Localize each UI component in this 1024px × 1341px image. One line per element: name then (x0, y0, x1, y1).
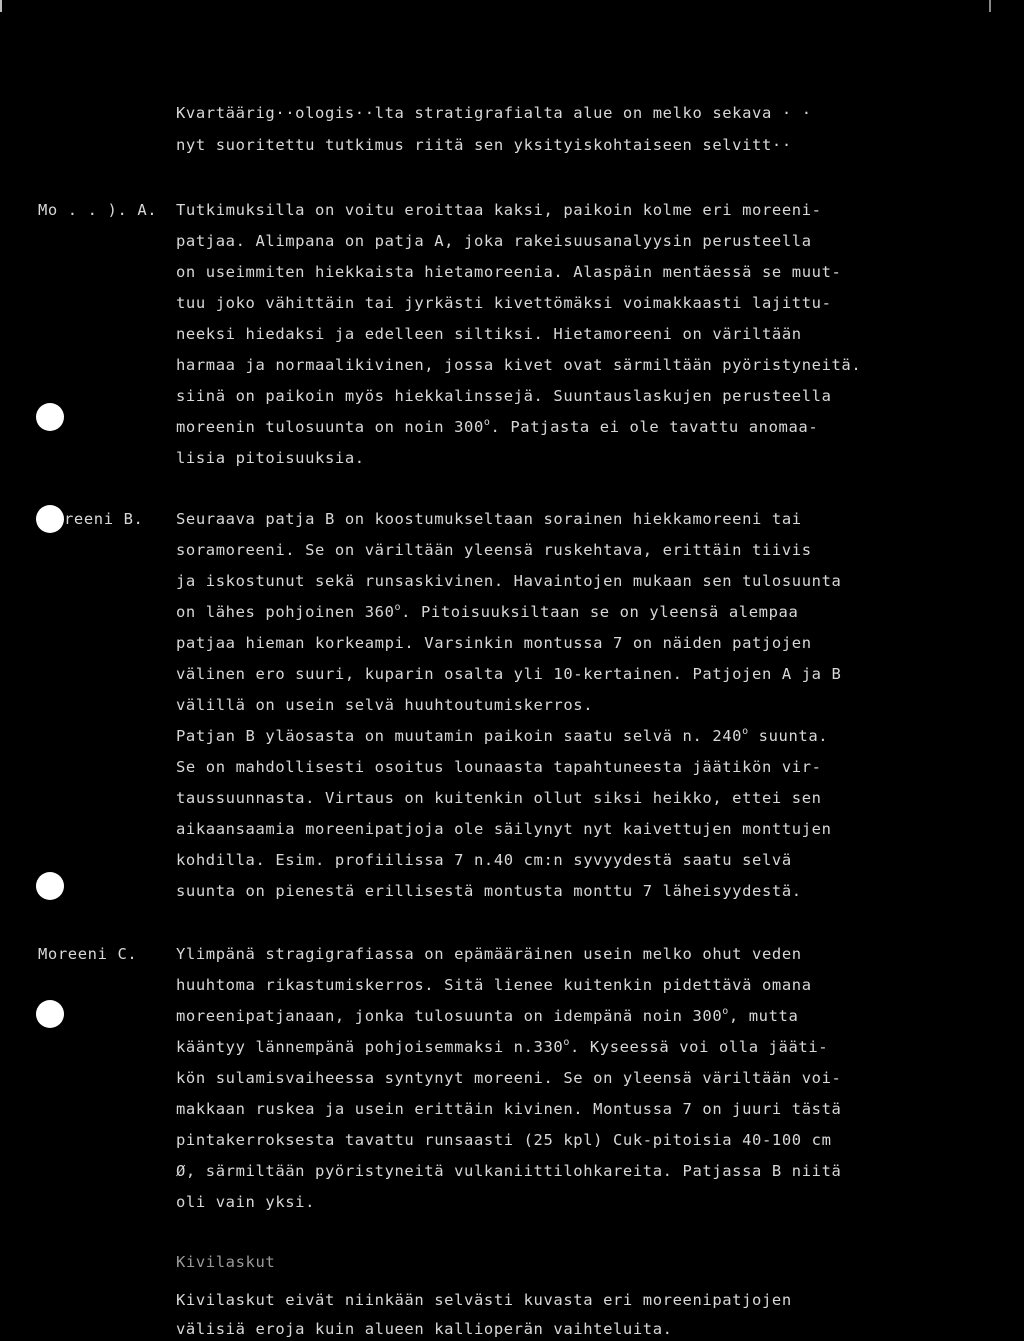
section-b-text: on lähes pohjoinen 360 (176, 603, 395, 621)
section-b-line: aikaansaamia moreenipatjoja ole säilynyt nyt kaivettujen monttujen (176, 820, 832, 838)
section-a-text-tail: . Patjasta ei ole tavattu anomaa- (490, 418, 819, 436)
degree-mark: o (483, 417, 491, 428)
section-b-text: Patjan B yläosasta on muutamin paikoin saatu selvä n. 240 (176, 727, 743, 745)
section-b-line: suunta on pienestä erillisestä montusta monttu 7 läheisyydestä. (176, 882, 802, 900)
section-a-text: moreenin tulosuunta on noin 300 (176, 418, 484, 436)
section-b-line (176, 602, 798, 622)
section-c-line (176, 1037, 828, 1057)
section-b-line: kohdilla. Esim. profiilissa 7 n.40 cm:n syvyydestä saatu selvä (176, 851, 792, 869)
section-a-line: neeksi hiedaksi ja edelleen siltiksi. Hietamoreeni on väriltään (176, 325, 802, 343)
section-a-line: tuu joko vähittäin tai jyrkästi kivettömäksi voimakkaasti lajittu- (176, 294, 832, 312)
section-b-line: välinen ero suuri, kuparin osalta yli 10-kertainen. Patjojen A ja B (176, 665, 842, 683)
left-edge-mark (0, 0, 2, 12)
section-b-line: soramoreeni. Se on väriltään yleensä ruskehtava, erittäin tiivis (176, 541, 812, 559)
label-moreeni-b: reeni B. (64, 510, 144, 528)
degree-mark: o (722, 1006, 729, 1017)
section-a-line: lisia pitoisuuksia. (176, 449, 365, 467)
footer-line: Kivilaskut eivät niinkään selvästi kuvasta eri moreenipatjojen (176, 1291, 792, 1309)
section-a-line: harmaa ja normaalikivinen, jossa kivet ovat särmiltään pyöristyneitä. (176, 356, 862, 374)
section-b-line: taussuunnasta. Virtaus on kuitenkin ollut siksi heikko, ettei sen (176, 789, 822, 807)
section-a-line: siinä on paikoin myös hiekkalinssejä. Suuntauslaskujen perusteella (176, 387, 832, 405)
section-b-line: ja iskostunut sekä runsaskivinen. Havaintojen mukaan sen tulosuunta (176, 572, 842, 590)
section-c-line (176, 1006, 798, 1026)
degree-mark: o (742, 726, 749, 737)
top-edge-mark (989, 0, 991, 12)
section-c-line: huuhtoma rikastumiskerros. Sitä lienee kuitenkin pidettävä omana (176, 976, 812, 994)
label-moreeni-c: Moreeni C. (38, 945, 138, 963)
section-c-line: oli vain yksi. (176, 1193, 316, 1211)
degree-mark: o (394, 602, 402, 613)
punch-hole-1 (36, 403, 64, 431)
section-c-text-tail: , mutta (728, 1007, 799, 1025)
section-c-text: moreenipatjanaan, jonka tulosuunta on idempänä noin 300 (176, 1007, 723, 1025)
footer-heading: Kivilaskut (176, 1253, 276, 1271)
section-c-line: Ø, särmiltään pyöristyneitä vulkaniittilohkareita. Patjassa B niitä (176, 1162, 842, 1180)
section-c-text-tail: . Kyseessä voi olla jääti- (569, 1038, 829, 1056)
degree-mark: o (563, 1037, 570, 1048)
label-moreeni-a: Mo . . ). A. (38, 201, 158, 219)
section-b-line: Seuraava patja B on koostumukseltaan sorainen hiekkamoreeni tai (176, 510, 802, 528)
section-c-text: kääntyy lännempänä pohjoisemmaksi n.330 (176, 1038, 564, 1056)
section-a-line: Tutkimuksilla on voitu eroittaa kaksi, paikoin kolme eri moreeni- (176, 201, 822, 219)
section-b-line: patjaa hieman korkeampi. Varsinkin montussa 7 on näiden patjojen (176, 634, 812, 652)
intro-line-2: nyt suoritettu tutkimus riitä sen yksityiskohtaiseen selvitt·· (176, 136, 792, 154)
section-c-line: makkaan ruskea ja usein erittäin kivinen. Montussa 7 on juuri tästä (176, 1100, 842, 1118)
punch-hole-2 (36, 505, 64, 533)
punch-hole-3 (36, 872, 64, 900)
section-a-line: patjaa. Alimpana on patja A, joka rakeisuusanalyysin perusteella (176, 232, 812, 250)
punch-hole-4 (36, 1000, 64, 1028)
section-a-line: on useimmiten hiekkaista hietamoreenia. Alaspäin mentäessä se muut- (176, 263, 842, 281)
section-b-line (176, 726, 828, 746)
section-b-text-tail: suunta. (748, 727, 829, 745)
footer-line: välisiä eroja kuin alueen kallioperän vaihteluita. (176, 1320, 673, 1338)
section-b-line: Se on mahdollisesti osoitus lounaasta tapahtuneesta jäätikön vir- (176, 758, 822, 776)
section-b-text-tail: . Pitoisuuksiltaan se on yleensä alempaa (401, 603, 799, 621)
section-c-line: Ylimpänä stragigrafiassa on epämääräinen usein melko ohut veden (176, 945, 802, 963)
intro-line-1: Kvartäärig··ologis··lta stratigrafialta alue on melko sekava · · (176, 104, 812, 122)
section-a-line (176, 417, 818, 437)
section-c-line: kön sulamisvaiheessa syntynyt moreeni. Se on yleensä väriltään voi- (176, 1069, 842, 1087)
section-c-line: pintakerroksesta tavattu runsaasti (25 kpl) Cuk-pitoisia 40-100 cm (176, 1131, 832, 1149)
section-b-line: välillä on usein selvä huuhtoutumiskerros. (176, 696, 594, 714)
